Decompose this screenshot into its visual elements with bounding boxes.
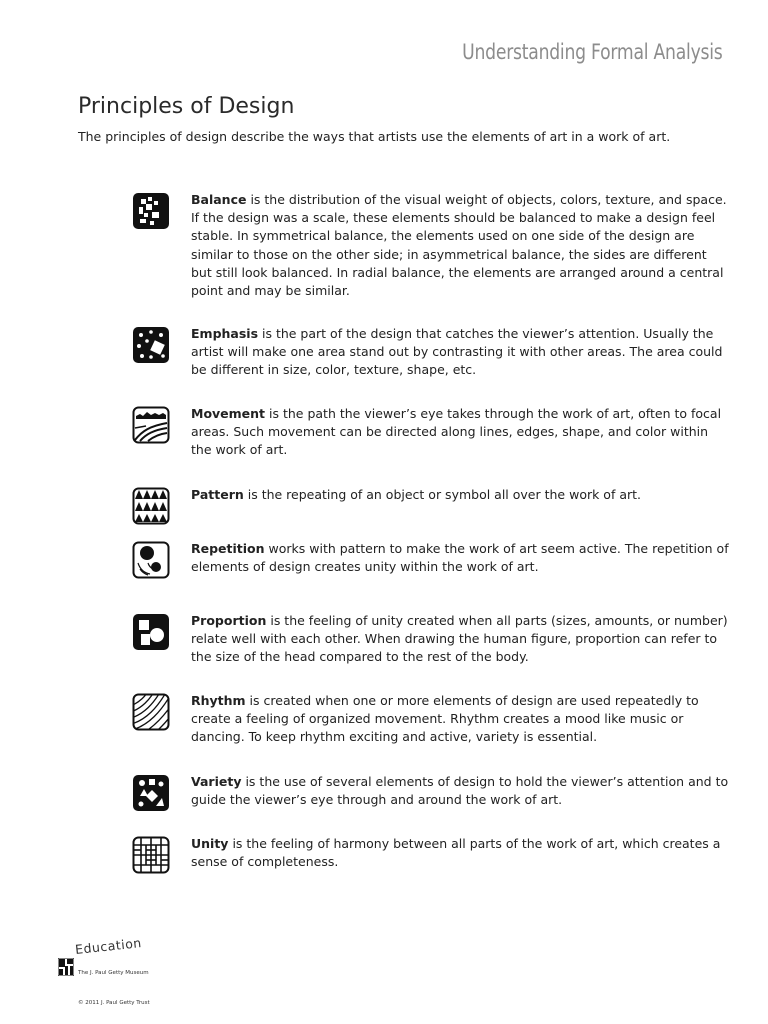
repetition-icon — [132, 541, 170, 579]
copyright-notice: © 2011 J. Paul Getty Trust — [78, 1000, 150, 1006]
principle-description: is the repeating of an object or symbol all over the work of art. — [243, 487, 642, 502]
variety-icon — [132, 774, 170, 812]
principle-term: Balance — [191, 192, 247, 207]
principle-description: is created when one or more elements of design are used repeatedly to create a feeling of organized movement. Rhythm creates a mood like music or dancing. To keep rhythm exciting and active, variety is essential. — [191, 693, 699, 745]
principle-description: is the feeling of harmony between all parts of the work of art, which creates a sense of completeness. — [191, 836, 721, 870]
section-header-title: Understanding Formal Analysis — [461, 40, 722, 64]
principle-text — [191, 325, 731, 380]
principle-term: Emphasis — [191, 326, 259, 341]
education-label: Education — [74, 935, 143, 957]
intro-paragraph: The principles of design describe the ways that artists use the elements of art in a work of art. — [78, 129, 671, 144]
principle-description: works with pattern to make the work of art seem active. The repetition of elements of design creates unity within the work of art. — [191, 541, 729, 575]
principle-text — [191, 612, 731, 667]
proportion-icon — [132, 613, 170, 651]
page-title: Principles of Design — [78, 94, 295, 119]
principle-text — [191, 835, 731, 871]
getty-logo-icon — [58, 958, 74, 976]
emphasis-icon — [132, 326, 170, 364]
principle-description: is the distribution of the visual weight of objects, colors, texture, and space. If the design was a scale, these elements should be balanced to make a design feel stable. In symmetrical balance, the elements used on one side of the design are similar to those on the other side; in asymmetrical balance, the sides are different but still look balanced. In radial balance, the elements are arranged around a central point and may be similar. — [191, 192, 727, 299]
principle-text — [191, 486, 731, 504]
principle-description: is the feeling of unity created when all parts (sizes, amounts, or number) relate well with each other. When drawing the human figure, proportion can refer to the size of the head compared to the rest of the body. — [191, 613, 728, 665]
principle-term: Repetition — [191, 541, 265, 556]
principle-text — [191, 540, 731, 576]
principle-term: Rhythm — [191, 693, 246, 708]
principle-term: Proportion — [191, 613, 267, 628]
principle-description: is the path the viewer’s eye takes through the work of art, often to focal areas. Such movement can be directed along lines, edges, shape, and color within the work of art. — [191, 406, 722, 458]
footer-logo — [58, 935, 168, 986]
principle-text — [191, 191, 731, 300]
principle-description: is the part of the design that catches the viewer’s attention. Usually the artist will make one area stand out by contrasting it with other areas. The area could be different in size, color, texture, shape, etc. — [191, 326, 723, 378]
unity-icon — [132, 836, 170, 874]
principle-term: Variety — [191, 774, 242, 789]
principle-description: is the use of several elements of design to hold the viewer’s attention and to guide the viewer’s eye through and around the work of art. — [191, 774, 729, 808]
principle-term: Pattern — [191, 487, 244, 502]
balance-icon — [132, 192, 170, 230]
principle-term: Movement — [191, 406, 266, 421]
principle-text — [191, 773, 731, 809]
pattern-icon — [132, 487, 170, 525]
principle-term: Unity — [191, 836, 229, 851]
museum-name: The J. Paul Getty Museum — [78, 970, 149, 976]
principle-text — [191, 692, 731, 747]
movement-icon — [132, 406, 170, 444]
rhythm-icon — [132, 693, 170, 731]
principle-text — [191, 405, 731, 460]
